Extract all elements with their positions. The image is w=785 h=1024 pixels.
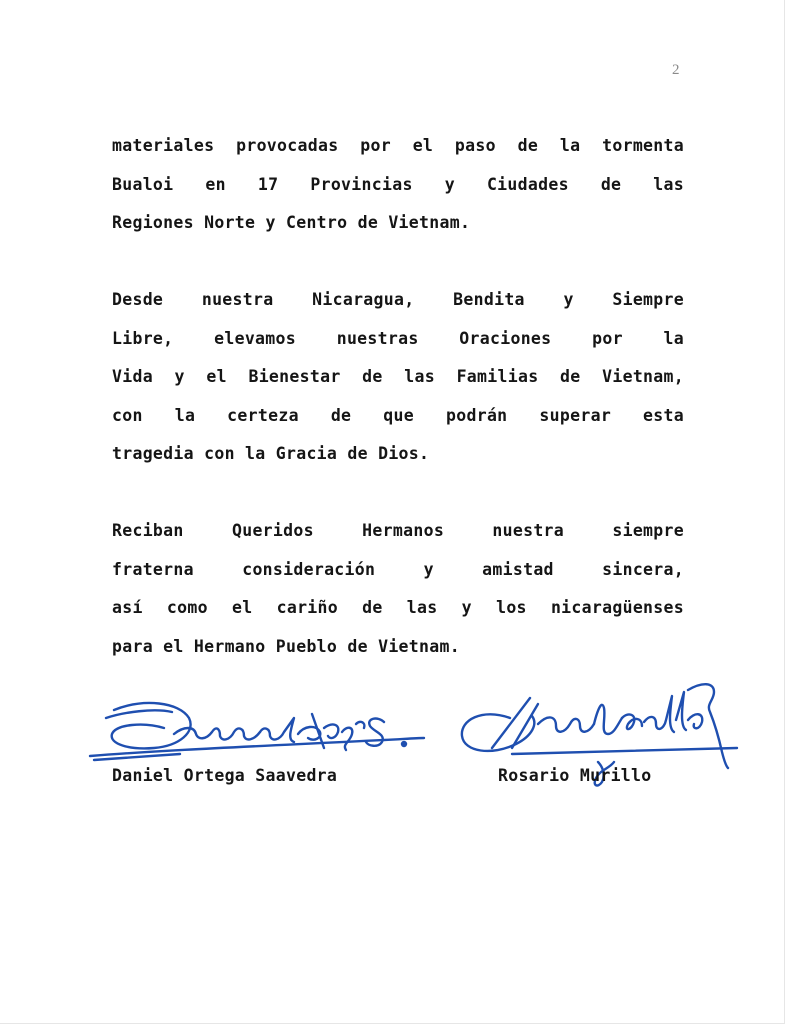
paragraph-line: Desde nuestra Nicaragua, Bendita y Siempre xyxy=(112,290,684,309)
page-number: 2 xyxy=(672,62,680,78)
paragraph-line: Vida y el Bienestar de las Familias de Vietnam, xyxy=(112,367,684,386)
signatory-name-right: Rosario Murillo xyxy=(498,766,652,785)
paragraph-3 xyxy=(112,512,684,666)
paragraph-line: Regiones Norte y Centro de Vietnam. xyxy=(112,213,471,232)
paragraph-line: con la certeza de que podrán superar esta xyxy=(112,405,684,425)
paragraph-1 xyxy=(112,127,684,243)
paragraph-line: Bualoi en 17 Provincias y Ciudades de las xyxy=(112,174,684,194)
paragraph-line: así como el cariño de las y los nicaragüenses xyxy=(112,598,684,617)
paragraph-2 xyxy=(112,281,684,474)
paragraph-line: Reciban Queridos Hermanos nuestra siempre xyxy=(112,521,684,540)
signature-left xyxy=(84,688,429,768)
paragraph-line: Libre, elevamos nuestras Oraciones por la xyxy=(112,328,684,348)
paragraph-line: fraterna consideración y amistad sincera, xyxy=(112,559,684,579)
paragraph-line: tragedia con la Gracia de Dios. xyxy=(112,444,430,463)
signatory-name-left: Daniel Ortega Saavedra xyxy=(112,766,338,785)
paragraph-line: materiales provocadas por el paso de la tormenta xyxy=(112,136,684,155)
paragraph-line: para el Hermano Pueblo de Vietnam. xyxy=(112,636,460,656)
